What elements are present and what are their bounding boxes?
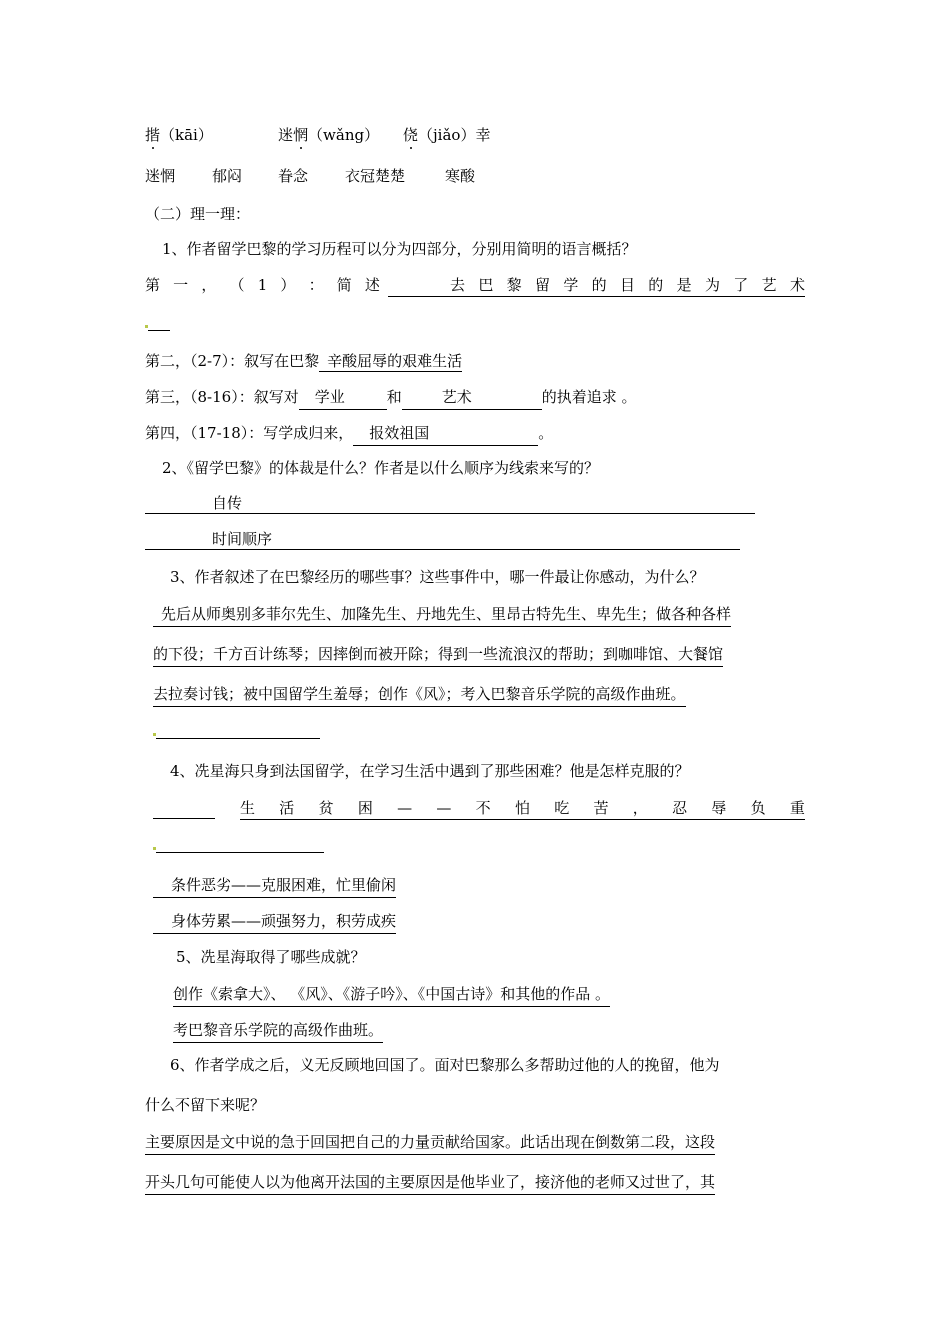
q6-answer-line-1: 主要原因是文中说的急于回国把自己的力量贡献给国家。此话出现在倒数第二段，这段 [145,1131,715,1155]
q4-answer-1-char: 吃 [554,799,570,817]
q1-part2-answer: 辛酸屈辱的艰难生活 [319,352,462,372]
margin-mark [153,733,156,736]
q1-part1-label-char: ， [201,276,217,294]
q1-part3-mid: 和 [386,388,402,406]
q1-part1-label [145,274,380,296]
q2-answer-2-underline [145,549,740,550]
q5-answer-2: 考巴黎音乐学院的高级作曲班。 [173,1019,383,1043]
q4-answer-1 [240,797,805,820]
q4-answer-1-char: 困 [357,799,373,817]
q1-part1-answer-char: 的 [648,276,664,294]
word-3: 眷念 [278,167,309,185]
q4-question: 4、冼星海只身到法国留学，在学习生活中遇到了那些困难？他是怎样克服的？ [170,762,690,780]
q1-part1-label-char: 一 [173,276,189,294]
q1-part1-label-char: 1 [257,276,268,294]
q4-answer-2: 条件恶劣——克服困难，忙里偷闲 [153,874,396,898]
q1-part1-label-char: 第 [145,276,161,294]
q4-answer-3: 身体劳累——顽强努力，积劳成疾 [153,910,396,934]
q3-question: 3、作者叙述了在巴黎经历的哪些事？这些事件中，哪一件最让你感动，为什么？ [170,568,705,586]
q1-part1-label-char: （ [229,276,245,294]
q4-answer-1-char: 不 [475,799,491,817]
q4-answer-1-char: — [436,799,452,817]
q1-part4-prefix: 第四，（17-18）：写学成归来， [145,424,354,442]
vocab-line [145,124,213,146]
word-4: 衣冠楚楚 [345,167,406,185]
q1-part1-label-char: ： [308,276,324,294]
q1-part1-answer-char: 去 [450,276,466,294]
q1-part1-label-char: 简 [336,276,352,294]
word-1: 迷惘 [145,167,176,185]
q1-part1-answer-char: 目 [619,276,635,294]
q2-question: 2、《留学巴黎》的体裁是什么？作者是以什么顺序为线索来写的？ [162,459,600,477]
q1-part1-answer-char: 学 [563,276,579,294]
q2-answer-1-underline [145,513,755,514]
q1-part1-underline-cont [148,330,170,331]
q3-answer-line-1: 先后从师奥别多菲尔先生、加隆先生、丹地先生、里昂古特先生、卑先生；做各种各样 [153,603,731,627]
margin-mark [153,847,156,850]
q4-answer-1-underline-cont [156,852,324,853]
q1-part3-suffix: 的执着追求 。 [541,388,637,406]
q4-answer-1-char: 贫 [318,799,334,817]
q4-answer-1-char: 重 [789,799,805,817]
q3-answer-line-3: 去拉奏讨钱；被中国留学生羞辱；创作《风》；考入巴黎音乐学院的高级作曲班。 [153,683,686,707]
q4-answer-1-char: 辱 [711,799,727,817]
q1-part1-answer-char: 是 [676,276,692,294]
word-2: 郁闷 [212,167,243,185]
q1-part3-answer-b: 艺术 [402,386,542,410]
vocab-char-wang: 惘 [293,126,309,144]
vocab-line-2 [278,124,379,146]
q1-part1-answer-char: 为 [704,276,720,294]
q1-part1-answer-char: 术 [789,276,805,294]
q1-part4 [145,422,553,446]
q3-answer-line-2: 的下役；千方百计练琴；因摔倒而被开除；得到一些流浪汉的帮助；到咖啡馆、大餐馆 [153,643,723,667]
q5-answer-1: 创作《索拿大》、 《风》、《游子吟》、《中国古诗》和其他的作品 。 [173,983,610,1007]
q1-part3-answer-a: 学业 [299,386,387,410]
q1-part1-answer [450,274,805,296]
q5-question: 5、冼星海取得了哪些成就？ [176,948,366,966]
q1-part1-answer-char: 巴 [478,276,494,294]
vocab-char-mi: 迷 [278,126,294,144]
q4-answer-1-char: 活 [279,799,295,817]
q2-answer-2: 时间顺序 [212,530,273,548]
word-5: 寒酸 [445,167,476,185]
q1-part1-answer-char: 黎 [506,276,522,294]
q4-answer-1-char: 生 [240,799,256,817]
q2-answer-1: 自传 [212,494,243,512]
q4-answer-1-char: — [397,799,413,817]
section-title: （二）理一理： [145,205,251,223]
q4-answer-1-char: 负 [750,799,766,817]
q4-answer-1-char: 忍 [672,799,688,817]
q4-answer-1-char: ， [632,799,648,817]
q1-part2-prefix: 第二，（2-7）：叙写在巴黎 [145,352,320,370]
q1-part2 [145,350,462,372]
vocab-pinyin-jiao: （jiǎo） [418,126,476,144]
q1-part1-answer-char: 了 [733,276,749,294]
vocab-char-jiao: 侥 [403,126,419,144]
q4-answer-1-char: 苦 [593,799,609,817]
q3-answer-underline-cont [156,738,320,739]
q1-question: 1、作者留学巴黎的学习历程可以分为四部分，分别用简明的语言概括？ [162,240,637,258]
q1-part1-label-char: 述 [364,276,380,294]
q1-part3 [145,386,637,410]
vocab-line-3 [403,124,490,146]
q1-part4-answer: 报效祖国 [353,422,538,446]
q4-answer-1-char: 怕 [514,799,530,817]
vocab-char-kai: 揩 [145,126,161,144]
q4-answer-1-lead-underline [153,818,215,819]
q1-part3-prefix: 第三，（8-16）：叙写对 [145,388,299,406]
q1-part4-suffix: 。 [538,424,554,442]
vocab-char-xing: 幸 [475,126,491,144]
vocab-pinyin-wang: （wǎng） [308,126,380,144]
q6-question-cont: 什么不留下来呢？ [145,1096,266,1114]
q1-part1-answer-char: 艺 [761,276,777,294]
q6-question: 6、作者学成之后，义无反顾地回国了。面对巴黎那么多帮助过他的人的挽留，他为 [170,1056,720,1074]
vocab-pinyin-kai: （kāi） [160,126,213,144]
q1-part1-label-char: ） [280,276,296,294]
q1-part1-underline [388,296,805,297]
margin-mark [145,325,148,328]
q6-answer-line-2: 开头几句可能使人以为他离开法国的主要原因是他毕业了，接济他的老师又过世了，其 [145,1171,715,1195]
q1-part1-answer-char: 的 [591,276,607,294]
q1-part1-answer-char: 留 [534,276,550,294]
